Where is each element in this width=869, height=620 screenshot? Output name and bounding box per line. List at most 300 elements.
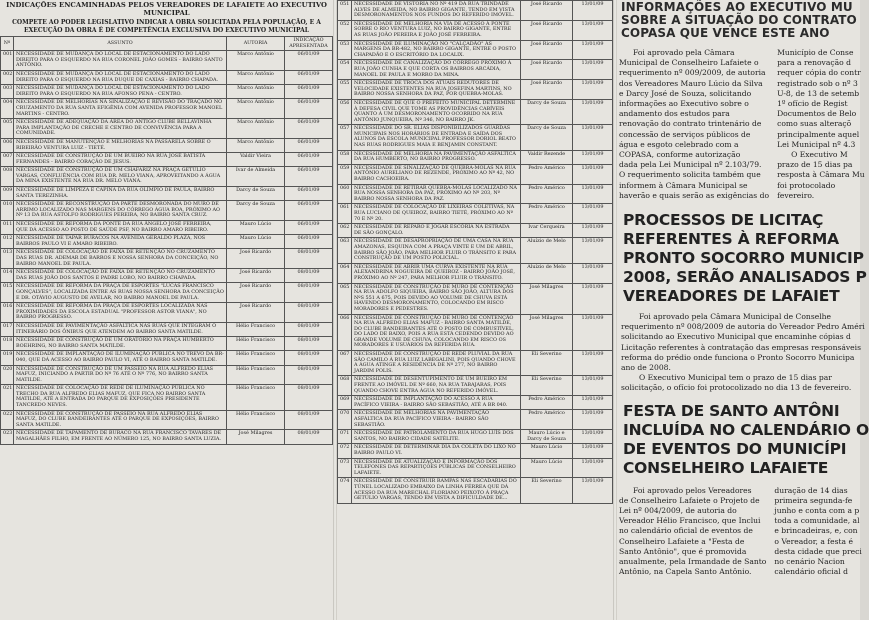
row-author: Mauro Lúcio — [521, 458, 573, 478]
row-date: 06/01/09 — [285, 235, 333, 249]
row-subject: NECESSIDADE DE ADEQUAÇÃO DA ÁREA DO ANTIGO CLUBE BELLAVINHA PARA IMPLANTAÇÃO DE CRECHE E CENTRO DE CONVIVÊNCIA PARA A COMUNIDADE. — [14, 119, 227, 139]
indications-column-left — [0, 0, 333, 620]
row-author: Pedro Américo — [521, 184, 573, 204]
copasa-body — [617, 48, 865, 201]
table-row — [338, 1, 613, 21]
row-subject: NECESSIDADE DE RETIRAR QUEBRA-MOLAS LOCALIZADO NA RUA NOSSA SENHORA DA PAZ, PRÓXIMO AO Nº 203, Nº BAIRRO NOSSA SENHORA DA PAZ. — [352, 184, 521, 204]
row-date: 13/01/09 — [573, 20, 613, 40]
text-line: informações ao Executivo sobre o — [619, 99, 749, 109]
text-line: requerimento nº 008/2009 de autoria do Vereador Pedro Améri — [621, 322, 865, 332]
table-row — [338, 444, 613, 458]
row-number: 012 — [1, 235, 14, 249]
row-date: 06/01/09 — [285, 187, 333, 201]
row-date: 08/01/09 — [285, 430, 333, 444]
row-subject: NECESSIDADE DE IMPLANTAÇÃO DO ACESSO À RUA PACÍFICO VIEIRA - BAIRRO SÃO SEBASTIÃO, ATÉ A BR 040. — [352, 396, 521, 410]
row-number: 002 — [1, 70, 14, 84]
row-number: 014 — [1, 269, 14, 283]
row-author: Eli Severino — [521, 376, 573, 396]
row-subject: NECESSIDADE DE COLOCAÇÃO DE REDE DE ILUMINAÇÃO PÚBLICA NO TRECHO DA RUA ALFREDO ELIAS MAFUZ, QUE FICA NO BAIRRO SANTA MATILDE, ATÉ A ENTRADA DO PARQUE DE EXPOSIÇÕES PRESIDENTE TANCREDO NEVES. — [14, 385, 227, 410]
row-subject: NECESSIDADE DE MELHORIAS NA PAVIMENTAÇÃO ASFÁLTICA DA RUA PACÍFICO VIEIRA - BAIRRO SÃO SEBASTIÃO. — [352, 410, 521, 430]
text-line: Municipal de Conselheiro Lafaiete o — [619, 58, 759, 68]
table-row — [1, 70, 333, 84]
row-date: 13/01/09 — [573, 376, 613, 396]
row-author: Darcy de Souza — [227, 187, 285, 201]
text-line: Santo Antônio", que é promovida — [619, 546, 747, 556]
text-line: resposta à Câmara Mu — [777, 170, 865, 180]
row-subject: NECESSIDADE DE REFORMA DA PRAÇA DE ESPORTES "LUCAS FRANCISCO GONÇALVES", LOCALIZADA ENTRE AS RUAS NOSSA SENHORA DA CONCEIÇÃO E DR. OTÁVIO AUGUSTO DE AVELAR, NO BAIRRO MANOEL DE PAULA. — [14, 283, 227, 303]
pronto-socorro-title-line: REFERENTES À REFORMA — [623, 230, 839, 249]
row-number: 063 — [338, 238, 352, 263]
text-line: duração de 14 dias — [774, 485, 848, 495]
row-author: Hélio Francisco — [227, 351, 285, 365]
text-line: anualmente, pela Irmandade de Santo — [619, 557, 767, 567]
table-row — [338, 283, 613, 314]
row-subject: NECESSIDADE DE CONSTRUÇÃO DE UM CHAFARIZ NA PRAÇA GETÚLIO VARGAS, CONFLUÊNCIA COM RUA DR. MELO VIANA, APROVEITANDO A ÁGUA DA MINA EXISTENTE NA RUA DR. MELO VIANA. — [14, 167, 227, 187]
row-author: Darcy de Souza — [521, 125, 573, 150]
row-subject: NECESSIDADE DE CONSTRUÇÃO DE UM BUEIRO NA RUA JOSÉ BATISTA FERNANDES - BAIRRO CORAÇÃO DE JESUS. — [14, 153, 227, 167]
row-subject: NECESSIDADE DE SINALIZAÇÃO DE QUEBRA-MOLAS NA RUA ANTÔNIO AURELIANO DE REZENDE, PRÓXIMO AO Nº 42, NO BAIRRO CACHOEIRA. — [352, 164, 521, 184]
copasa-title-line: COPASA QUE VENCE ESTE ANO — [621, 26, 830, 40]
text-line: renovação do contrato trintenário de — [619, 119, 762, 129]
text-line: primeira segunda-fe — [774, 495, 853, 505]
row-subject: NECESSIDADE DE VISTORIA NO Nº 419 DA RUA TRINDADE ALVES DE ALMEIDA, NO BAIRRO GIGANTE, TENDO EM VISTA DESMORONAMENTOS NOS FUNDOS DO REFERIDO IMÓVEL. — [352, 1, 521, 21]
row-number: 062 — [338, 224, 352, 238]
table-row — [338, 150, 613, 164]
row-subject: NECESSIDADE DE CONSTRUÇÃO DE MURO DE CONTENÇÃO NA RUA ALFREDO ELIAS MAFUZ - BAIRRO SANTA MATILDE, DO CLUBE BANDEIRANTES ATÉ O POSTO DE COMBUSTÍVEL, DO LADO DE BAIXO, POIS A RUA ESTÁ CEDENDO DEVIDO AO GRANDE VOLUME DE CHUVA, COLOCANDO EM RISCO OS MORADORES E USUÁRIOS DA REFERIDA RUA. — [352, 314, 521, 351]
row-number: 068 — [338, 376, 352, 396]
row-subject: NECESSIDADE DE ABRIR UMA CURVA EXISTENTE NA RUA ALEXANDRINA NOGUEIRA DE QUEIROZ - BAIRRO JOÃO JOSÉ, PRÓXIMO AO Nº 247, PARA MELHOR FLUIR O TRÂNSITO. — [352, 263, 521, 283]
table-row — [338, 351, 613, 376]
row-date: 13/01/09 — [573, 430, 613, 444]
row-author: José Ricardo — [227, 269, 285, 283]
row-date: 06/01/09 — [285, 70, 333, 84]
row-number: 018 — [1, 337, 14, 351]
row-number: 056 — [338, 99, 352, 124]
row-date: 13/01/09 — [573, 263, 613, 283]
santo-antonio-title-line: DE EVENTOS DO MUNICÍPI — [623, 439, 847, 458]
row-subject: NECESSIDADE DE REFORMA DA PONTE DA RUA ÂNGELO JOSÉ FERREIRA, QUE DÁ ACESSO AO POSTO DE SAÚDE PSF, NO BAIRRO AMARO RIBEIRO. — [14, 221, 227, 235]
row-author: Marco Antônio — [227, 70, 285, 84]
text-line: no cenário Nacion — [774, 557, 845, 567]
table-row — [338, 314, 613, 351]
row-subject: NECESSIDADE DE REFORMA DA PRAÇA DE ESPORTES LOCALIZADA NAS PROXIMIDADES DA ESCOLA ESTADUAL "PROFESSOR ASTOR VIANA", NO BAIRRO PROGRESSO. — [14, 303, 227, 323]
table-row — [338, 224, 613, 238]
indications-table-middle — [337, 0, 613, 504]
santo-antonio-body — [617, 486, 860, 578]
text-line: O requerimento solicita também que — [619, 170, 761, 180]
row-number: 053 — [338, 40, 352, 60]
table-row — [1, 283, 333, 303]
row-date: 13/01/09 — [573, 99, 613, 124]
row-number: 017 — [1, 322, 14, 336]
text-line: informem à Câmara Municipal se — [619, 180, 748, 190]
row-date: 06/01/09 — [285, 85, 333, 99]
row-date: 13/01/09 — [573, 444, 613, 458]
table-row — [1, 153, 333, 167]
row-number: 008 — [1, 167, 14, 187]
table-row — [338, 99, 613, 124]
table-row — [1, 303, 333, 323]
row-subject: NECESSIDADE DE CONSTRUÇÃO DE UM PASSEIO NA RUA ALFREDO ELIAS MAFUZ, INICIANDO A PARTIR DO Nº 76 ATÉ O Nº 776, NO BAIRRO SANTA MATILDE. — [14, 365, 227, 385]
text-line: Antônio, na Capela Santo Antônio. — [619, 567, 752, 577]
row-author: Darcy de Souza — [227, 201, 285, 221]
row-number: 059 — [338, 164, 352, 184]
table-row — [1, 221, 333, 235]
indications-table-left — [0, 36, 333, 445]
row-date: 06/01/09 — [285, 167, 333, 187]
row-author: Eli Severino — [521, 351, 573, 376]
table-row — [1, 119, 333, 139]
text-line: U-8, de 13 de setemb — [777, 88, 860, 98]
row-subject: NECESSIDADE DE MELHORIA NA PAVIMENTAÇÃO ASFÁLTICA DA RUA HUMBERTO, NO BAIRRO PROGRESSO. — [352, 150, 521, 164]
row-author: Darcy de Souza — [521, 99, 573, 124]
table-row — [1, 351, 333, 365]
row-number: 006 — [1, 138, 14, 152]
row-date: 13/01/09 — [573, 184, 613, 204]
copasa-title-line: SOBRE A SITUAÇÃO DO CONTRATO — [621, 13, 857, 27]
row-number: 020 — [1, 365, 14, 385]
row-date: 13/01/09 — [573, 1, 613, 21]
text-line: Lei Municipal nº 4.3 — [777, 139, 856, 149]
row-number: 001 — [1, 51, 14, 71]
indications-table-middle-body — [338, 1, 613, 504]
row-date: 08/01/09 — [285, 303, 333, 323]
indications-table-left-body — [1, 51, 333, 444]
news-column-right — [617, 0, 869, 620]
row-subject: NECESSIDADE DE ILUMINAÇÃO NO "CALÇADÃO" ÀS MARGENS DA BR-482, NO BAIRRO GIGANTE, ENTRE O POSTO CHAPADÃO E O ESCRITÓRIO DA LOCALIX. — [352, 40, 521, 60]
table-row — [1, 322, 333, 336]
row-number: 004 — [1, 99, 14, 119]
table-row — [338, 238, 613, 263]
row-subject: NECESSIDADE DE CONSTRUÇÃO DE PASSEIO NA RUA ALFREDO ELIAS MAFUZ, DO CLUBE BANDEIRANTES ATÉ O PARQUE DE EXPOSIÇÕES, BAIRRO SANTA MATILDE. — [14, 410, 227, 430]
text-line: o Vereador, a festa é — [774, 536, 853, 546]
row-date: 06/01/09 — [285, 99, 333, 119]
text-line: Conselheiro Lafaiete a "Festa de — [619, 536, 745, 546]
row-number: 015 — [1, 283, 14, 303]
row-number: 023 — [1, 430, 14, 444]
pronto-socorro-title-line: 2008, SERÃO ANALISADOS P — [623, 268, 867, 287]
row-author: José Ricardo — [227, 303, 285, 323]
row-date: 06/01/09 — [285, 153, 333, 167]
santo-antonio-body-col-b — [774, 486, 861, 578]
row-subject: NECESSIDADE DE MANUTENÇÃO E MELHORIAS NA PASSARELA SOBRE O RIBEIRÃO VENTURA LUIZ - TIETÉ. — [14, 138, 227, 152]
text-line: concessão de serviços públicos de — [619, 129, 751, 139]
table-row — [338, 396, 613, 410]
row-author: José Ricardo — [521, 60, 573, 80]
table-row — [338, 458, 613, 478]
text-line: Foi aprovado pela Câmara — [633, 48, 735, 57]
row-author: José Ricardo — [227, 249, 285, 269]
row-number: 065 — [338, 283, 352, 314]
text-line: andamento dos estudos para — [619, 109, 730, 119]
text-line: reforma do prédio onde funciona o Pronto Socorro Municipa — [621, 352, 855, 362]
row-number: 057 — [338, 125, 352, 150]
text-line: haverão e quais serão as exigências do — [619, 190, 770, 200]
row-subject: NECESSIDADE DE DESENTUPIMENTO DE UM BUEIRO EM FRENTE AO IMÓVEL DE Nº 660, NA RUA TABAJARAS, POIS QUANDO CHOVE ENTRA ÁGUA NO REFERIDO IMÓVEL. — [352, 376, 521, 396]
row-date: 08/01/09 — [285, 322, 333, 336]
row-subject: NECESSIDADE DE MUDANÇA DO LOCAL DE ESTACIONAMENTO DO LADO DIREITO PARA O ESQUERDO NA RUA AFONSO PENA - CENTRO. — [14, 85, 227, 99]
row-number: 013 — [1, 249, 14, 269]
row-author: Mauro Lúcio — [227, 235, 285, 249]
text-line: Licitação referentes à contratação das empresas responsáveis — [621, 342, 862, 352]
row-number: 070 — [338, 410, 352, 430]
row-number: 069 — [338, 396, 352, 410]
row-number: 016 — [1, 303, 14, 323]
row-date: 13/01/09 — [573, 410, 613, 430]
row-date: 13/01/09 — [573, 351, 613, 376]
row-date: 13/01/09 — [573, 40, 613, 60]
table-row — [338, 204, 613, 224]
text-line: 1º ofício de Regist — [777, 99, 848, 109]
text-line: requerimento nº 009/2009, de autoria — [619, 68, 766, 78]
row-author: Valdir Rezende — [521, 150, 573, 164]
text-line: foi protocolado — [777, 180, 836, 190]
row-author: Pedro Américo — [521, 396, 573, 410]
row-subject: NECESSIDADE DE MUDANÇA DO LOCAL DE ESTACIONAMENTO DO LADO DIREITO PARA O ESQUERDO NA RUA CORONEL JOÃO GOMES - BAIRRO SANTO ANTÔNIO. — [14, 51, 227, 71]
row-author: Aluízio de Melo — [521, 263, 573, 283]
row-date: 13/01/09 — [573, 204, 613, 224]
table-row — [338, 430, 613, 444]
text-line: Vereador Hélio Francisco, que Inclui — [619, 516, 761, 526]
row-author: Hélio Francisco — [227, 322, 285, 336]
row-subject: NECESSIDADE DE TAPAR BURACOS NA AVENIDA GERALDO PLAZA, NOS BAIRROS PAULO VI E AMARO RIBEIRO. — [14, 235, 227, 249]
row-author: Aluízio de Melo — [521, 238, 573, 263]
copasa-body-col-b — [777, 48, 865, 201]
text-line: toda a comunidade, al — [774, 516, 860, 526]
row-date: 08/01/09 — [285, 283, 333, 303]
copasa-article — [617, 0, 865, 201]
row-author: Pedro Américo — [521, 204, 573, 224]
row-author: Marco Antônio — [227, 138, 285, 152]
text-line: solicitação, o ofício foi protocolizado no dia 13 de fevereiro. — [621, 383, 852, 393]
row-author: José Ricardo — [521, 20, 573, 40]
text-line: e brincadeiras, e, con — [774, 526, 858, 536]
row-date: 06/01/09 — [285, 51, 333, 71]
row-author: Mauro Lúcio — [521, 444, 573, 458]
row-author: Hélio Francisco — [227, 337, 285, 351]
row-author: José Ricardo — [521, 1, 573, 21]
row-author: Valdir Vieira — [227, 153, 285, 167]
table-row — [1, 430, 333, 444]
pronto-socorro-title-line: VEREADORES DE LAFAIET — [623, 287, 840, 306]
text-line: dos Vereadores Mauro Lúcio da Silva — [619, 78, 763, 88]
row-author: Marco Antônio — [227, 51, 285, 71]
table-row — [338, 40, 613, 60]
table-row — [338, 184, 613, 204]
row-author: José Milagres — [227, 430, 285, 444]
row-number: 072 — [338, 444, 352, 458]
row-author: Marco Antônio — [227, 99, 285, 119]
row-subject: NECESSIDADE DE ATUALIZAÇÃO E INFORMAÇÃO DOS TELEFONES DAS REPARTIÇÕES PÚBLICAS DE CONSELHEIRO LAFAIETE. — [352, 458, 521, 478]
row-number: 022 — [1, 410, 14, 430]
copasa-body-col-a — [619, 48, 769, 201]
text-line: água e esgoto celebrado com a — [619, 139, 739, 149]
text-line: Foi aprovado pela Câmara Municipal de Conselhe — [639, 312, 832, 322]
col-header-number: Nº — [1, 37, 14, 51]
table-row — [338, 164, 613, 184]
pronto-socorro-title-line: PROCESSOS DE LICITAÇ — [623, 211, 824, 230]
table-row — [338, 60, 613, 80]
table-row — [1, 85, 333, 99]
santo-antonio-title-line: CONSELHEIRO LAFAIETE — [623, 458, 829, 477]
row-number: 009 — [1, 187, 14, 201]
row-author: José Ricardo — [227, 283, 285, 303]
text-line: COPASA, conforme autorização — [619, 150, 741, 160]
row-author: Ivar de Almeida — [227, 167, 285, 187]
text-line: O Executivo M — [791, 150, 848, 160]
row-author: Pedro Américo — [521, 164, 573, 184]
row-author: José Milagres — [521, 314, 573, 351]
row-author: Mauro Lúcio e Darcy de Souza — [521, 430, 573, 444]
text-line: calendário oficial d — [774, 567, 848, 577]
text-line: Lei nº 004/2009, de autoria do — [619, 506, 737, 516]
pronto-socorro-body — [617, 312, 865, 394]
row-number: 064 — [338, 263, 352, 283]
row-number: 066 — [338, 314, 352, 351]
table-row — [338, 263, 613, 283]
pronto-socorro-article — [617, 211, 867, 394]
row-subject: NECESSIDADE DE TROCA DOS ATUAIS REDUTORES DE VELOCIDADE EXISTENTES NA RUA JOSEFINA MARTINS, NO BAIRRO NOSSA SENHORA DA PAZ, POR QUEBRA-MOLAS. — [352, 80, 521, 100]
row-author: Pedro Américo — [521, 410, 573, 430]
row-subject: NECESSIDADE DO SR. ELIAS DISPONIBILIZADOS GUARDAS MUNICIPAIS NOS HORÁRIOS DE ENTRADA E SAÍDA DOS ALUNOS DA ESCOLA MUNICIPAL PROFESSOR DORIOL BEATO NAS RUAS RODRIGUES MAIA E BENJAMIN CONSTANT. — [352, 125, 521, 150]
indications-subheading: COMPETE AO PODER LEGISLATIVO INDICAR A OBRA SOLICITADA PELA POPULAÇÃO, E A EXECUÇÃO DA OBRA É DE COMPETÊNCIA EXCLUSIVA DO EXECUTIVO MUNICIPAL — [12, 19, 321, 34]
row-subject: NECESSIDADE DE RECONSTRUÇÃO DA PARTE DESMORONADA DO MURO DE ARRIMO LOCALIZADO NAS MARGENS DO CÓRREGO ÁGUA BOA, PRÓXIMO AO Nº 13 DA RUA ASTOLFO RODRIGUES PEREIRA, NO BAIRRO SANTA CRUZ. — [14, 201, 227, 221]
row-number: 051 — [338, 1, 352, 21]
row-number: 058 — [338, 150, 352, 164]
table-row — [1, 201, 333, 221]
pronto-socorro-title-line: PRONTO SOCORRO MUNICIP — [623, 249, 864, 268]
row-subject: NECESSIDADE DE DETERMINAR DIA DA COLETA DO LIXO NO BAIRRO PAULO VI. — [352, 444, 521, 458]
table-row — [1, 187, 333, 201]
table-row — [338, 20, 613, 40]
row-author: Eli Severino — [521, 478, 573, 503]
santo-antonio-title-line: INCLUÍDA NO CALENDÁRIO O — [623, 420, 869, 439]
text-line: principalmente aquel — [777, 129, 860, 139]
row-date: 13/01/09 — [573, 80, 613, 100]
row-subject: NECESSIDADE DE IMPLANTAÇÃO DE ILUMINAÇÃO PÚBLICA NO TREVO DA BR-040, QUE DÁ ACESSO AO BAIRRO PAULO VI, ATÉ O BAIRRO SANTA MATILDE. — [14, 351, 227, 365]
row-date: 13/01/09 — [573, 164, 613, 184]
row-date: 13/01/09 — [573, 125, 613, 150]
col-header-author: AUTORIA — [227, 37, 285, 51]
text-line: ano de 2008. — [621, 363, 671, 373]
row-subject: NECESSIDADE DE CONSTRUIR RAMPAS NAS ESCADARIAS DO TÚNEL LOCALIZADO EMBAIXO DA LINHA FÉRREA QUE DÁ ACESSO DA RUA MARECHAL FLORIANO PEIXOTO À PRAÇA GETÚLIO VARGAS, TENDO EM VISTA A DIFICULDADE DE... — [352, 478, 521, 503]
row-date: 13/01/09 — [573, 238, 613, 263]
row-date: 13/01/09 — [573, 478, 613, 503]
row-subject: NECESSIDADE DE PAVIMENTAÇÃO ASFÁLTICA NAS RUAS QUE INTEGRAM O ITINERÁRIO DOS ÔNIBUS QUE ATENDEM AO BAIRRO SANTA MATILDE. — [14, 322, 227, 336]
table-row — [338, 125, 613, 150]
text-line: prazo de 15 dias pa — [777, 160, 853, 170]
santo-antonio-body-col-a — [619, 486, 766, 578]
row-date: 08/01/09 — [285, 249, 333, 269]
row-author: Marco Antônio — [227, 85, 285, 99]
text-line: requer cópia do contr — [777, 68, 861, 78]
row-date: 06/01/09 — [285, 221, 333, 235]
row-date: 13/01/09 — [573, 224, 613, 238]
row-number: 011 — [1, 221, 14, 235]
row-number: 073 — [338, 458, 352, 478]
table-row — [338, 376, 613, 396]
table-row — [1, 249, 333, 269]
table-header-row — [1, 37, 333, 51]
row-number: 003 — [1, 85, 14, 99]
text-line: desta cidade que preci — [774, 546, 862, 556]
row-date: 08/01/09 — [285, 337, 333, 351]
row-number: 055 — [338, 80, 352, 100]
row-date: 13/01/09 — [573, 458, 613, 478]
santo-antonio-title-line: FESTA DE SANTO ANTÔNI — [623, 401, 840, 420]
text-line: solicitando ao Executivo Municipal que encaminhe cópias d — [621, 332, 851, 342]
row-author: Marco Antônio — [227, 119, 285, 139]
row-subject: NECESSIDADE DE TAPAMENTO DE BURACO NA RUA FRANCISCO TAVARES DE MAGALHÃES FILHO, EM FRENTE AO NÚMERO 125, NO BAIRRO SANTA LUZIA. — [14, 430, 227, 444]
table-row — [1, 365, 333, 385]
row-subject: NECESSIDADE DE CONSTRUÇÃO DE UM ORATÓRIO NA PRAÇA HUMBERTO BOEHRING, NO BAIRRO SANTA MATILDE. — [14, 337, 227, 351]
table-row — [338, 478, 613, 503]
text-line: como suas alteraçõ — [777, 119, 852, 129]
row-number: 060 — [338, 184, 352, 204]
row-subject: NECESSIDADE DE LIMPEZA E CAPINA DA RUA OLÍMPIO DE PAULA, BAIRRO SANTA TEREZINHA. — [14, 187, 227, 201]
row-subject: NECESSIDADE DE REPARO E JOGAR ESCÓRIA NA ESTRADA DE SÃO GONÇALO. — [352, 224, 521, 238]
row-date: 13/01/09 — [573, 60, 613, 80]
text-line: no calendário oficial de eventos de — [619, 526, 753, 536]
row-subject: NECESSIDADE DE MELHORIAS NA SINALIZAÇÃO E REVISÃO DO TRAÇADO NO CRUZAMENTO DA RUA SANTA EFIGÊNIA COM AVENIDA PROFESSOR MANOEL MARTINS - CENTRO. — [14, 99, 227, 119]
row-number: 067 — [338, 351, 352, 376]
row-date: 06/01/09 — [285, 138, 333, 152]
row-subject: NECESSIDADE DE QUE O PREFEITO MUNICIPAL DETERMINE À DEFESA CIVIL QUE TOME AS PROVIDÊNCIAS CABÍVEIS QUANTO À UM DESMORONAMENTO OCORRIDO NA RUA ANTÔNIO JUNQUEIRA, Nº 346, NO BAIRRO JK. — [352, 99, 521, 124]
text-line: fevereiro. — [777, 190, 815, 200]
row-date: 06/01/09 — [285, 201, 333, 221]
indications-column-middle — [337, 0, 613, 620]
row-number: 010 — [1, 201, 14, 221]
row-number: 019 — [1, 351, 14, 365]
text-line: O Executivo Municipal tem o prazo de 15 dias par — [639, 373, 832, 383]
table-row — [1, 51, 333, 71]
row-subject: NECESSIDADE DE COLOCAÇÃO DE FAIXA DE RETENÇÃO NO CRUZAMENTO DAS RUAS JOÃO DOS SANTOS E PADRE LOBO, NO BAIRRO CHAPADA. — [14, 269, 227, 283]
row-author: Mauro Lúcio — [227, 221, 285, 235]
row-number: 061 — [338, 204, 352, 224]
row-number: 054 — [338, 60, 352, 80]
text-line: dada pela Lei Municipal nº 2.103/79. — [619, 160, 762, 170]
row-number: 071 — [338, 430, 352, 444]
text-line: junho e conta com a p — [774, 506, 860, 516]
row-date: 08/01/09 — [285, 269, 333, 283]
row-subject: NECESSIDADE DE MUDANÇA DO LOCAL DE ESTACIONAMENTO DO LADO DIREITO PARA O ESQUERDO NA RUA DUQUE DE CAXIAS - BAIRRO CHAPADA. — [14, 70, 227, 84]
row-subject: NECESSIDADE DE COLOCAÇÃO DE LIXEIRAS COLETIVAS, NA RUA LUCIANO DE QUEIROZ, BAIRRO TIETÉ, PRÓXIMO AO Nº 70 E Nº 20. — [352, 204, 521, 224]
row-date: 13/01/09 — [573, 314, 613, 351]
row-author: Hélio Francisco — [227, 410, 285, 430]
row-date: 06/01/09 — [285, 119, 333, 139]
santo-antonio-article — [617, 401, 869, 578]
text-line: Município de Conse — [777, 48, 854, 57]
indications-heading: INDICAÇÕES ENCAMINHADAS PELOS VEREADORES DE LAFAIETE AO EXECUTIVO MUNICIPAL — [6, 1, 327, 17]
row-author: José Ricardo — [521, 40, 573, 60]
row-subject: NECESSIDADE DE MELHORIA NA VIA DE ACESSO À PONTE SOBRE O RIO VENTURA LUIZ, NO BAIRRO GIGANTE, ENTRE AS RUAS JOÃO PEREIRA E JOÃO JOSÉ FERREIRA. — [352, 20, 521, 40]
row-author: Hélio Francisco — [227, 385, 285, 410]
table-row — [1, 167, 333, 187]
row-date: 13/01/09 — [573, 150, 613, 164]
row-date: 08/01/09 — [285, 351, 333, 365]
row-subject: NECESSIDADE DE CONSTRUÇÃO DE MURO DE CONTENÇÃO NA RUA ADOLFO SIQUEIRA, BAIRRO SÃO JOÃO, ALTURA DOS NºS 551 A 675, POIS DEVIDO AO VOLUME DE CHUVA ESTÁ HAVENDO DESMORONAMENTO, COLOCANDO EM RISCO MORADORES E PEDESTRES. — [352, 283, 521, 314]
row-number: 005 — [1, 119, 14, 139]
row-subject: NECESSIDADE DE CONSTRUÇÃO DE REDE PLUVIAL DA RUA SÃO CAMILO À RUA LUIZ LABEGALINI, POIS QUANDO CHOVE A ÁGUA ATINGE A RESIDÊNCIA DE Nº 277, NO BAIRRO JARDIM POLIS. — [352, 351, 521, 376]
row-number: 074 — [338, 478, 352, 503]
row-subject: NECESSIDADE DE DESAPROPRIAÇÃO DE UMA CASA NA RUA AMAZONAS, ESQUINA COM A PRAÇA VINTE E UM DE ABRIL, BAIRRO SÃO JOÃO, PARA MELHOR FLUIR O TRÂNSITO E PARA CONSTRUÇÃO DE UM POSTO POLICIAL. — [352, 238, 521, 263]
row-subject: NECESSIDADE DE PATROLAMENTO DA RUA HUGO LUÍS DOS SANTOS, NO BAIRRO CIDADE SATÉLITE. — [352, 430, 521, 444]
row-author: José Ricardo — [521, 80, 573, 100]
row-author: Ivar Cerqueira — [521, 224, 573, 238]
table-row — [1, 269, 333, 283]
row-date: 13/01/09 — [573, 396, 613, 410]
text-line: registrado sob o nº 3 — [777, 78, 858, 88]
